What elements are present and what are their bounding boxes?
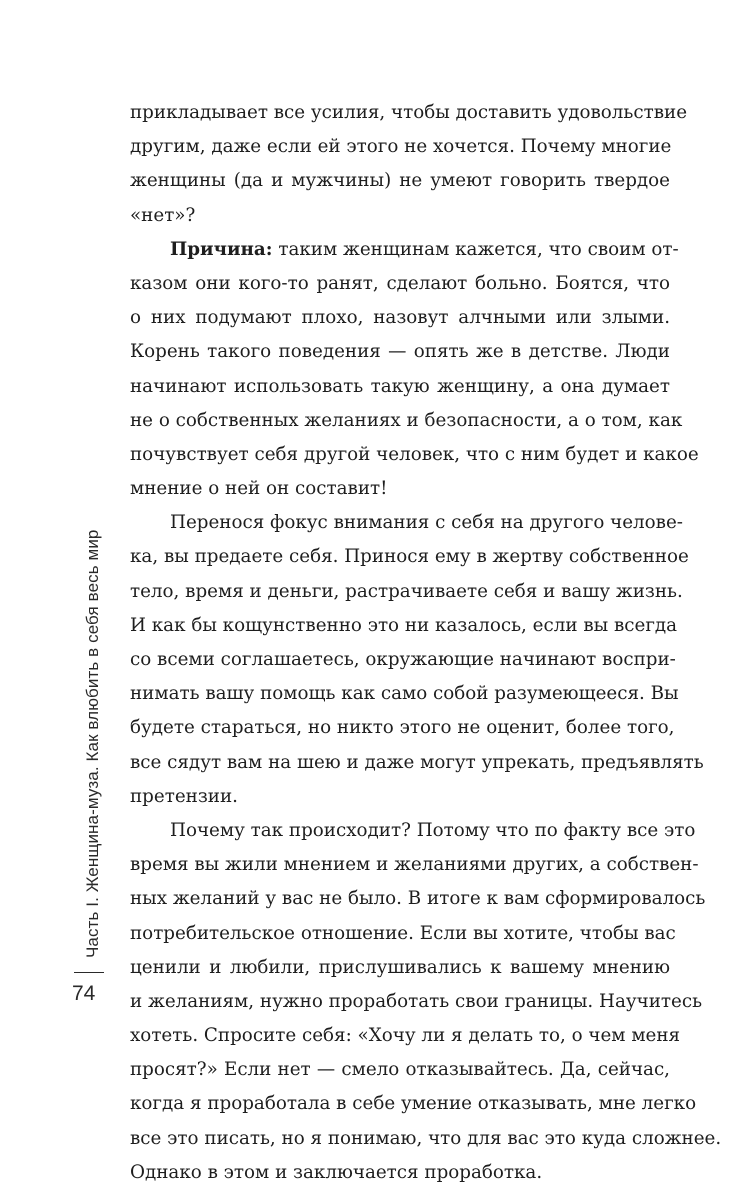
page-number: 74 (72, 982, 96, 1005)
text-line: все это писать, но я понимаю, что для вас это куда сложнее. (130, 1127, 722, 1149)
text-line: когда я проработала в себе умение отказывать, мне легко (130, 1093, 697, 1115)
text-line: потребительское отношение. Если вы хотите, чтобы вас (130, 922, 676, 944)
text-line: со всеми соглашаетесь, окружающие начинают воспри- (130, 649, 676, 670)
text-line: другим, даже если ей этого не хочется. Почему многие (130, 136, 672, 158)
paragraph-3 (130, 506, 704, 814)
text-line: прикладывает все усилия, чтобы доставить удовольствие (130, 102, 688, 123)
text-line: время вы жили мнением и желаниями других, а собствен- (130, 854, 699, 876)
text-line: претензии. (130, 785, 238, 807)
text-line: Перенося фокус внимания с себя на другого челове- (170, 512, 683, 534)
text-line: все сядут вам на шею и даже могут упрекать, предъявлять (130, 751, 704, 773)
text-line: «нет»? (130, 204, 196, 226)
text-line: нимать вашу помощь как само собой разумеющееся. Вы (130, 683, 679, 705)
running-head: Часть I. Женщина-муза. Как влюбить в себя весь мир (83, 529, 102, 958)
text-line: ценили и любили, прислушивались к вашему мнению (130, 956, 670, 978)
text-line: И как бы кощунственно это ни казалось, если вы всегда (130, 614, 678, 636)
text-line: хотеть. Спросите себя: «Хочу ли я делать то, о чем меня (130, 1025, 681, 1047)
text-line: о них подумают плохо, назовут алчными или злыми. (130, 307, 670, 329)
text-line: мнение о ней он составит! (130, 478, 388, 500)
text-line: не о собственных желаниях и безопасности, а о том, как (130, 409, 683, 431)
text-line: начинают использовать такую женщину, а она думает (130, 375, 670, 397)
text-line: Почему так происходит? Потому что по факту все это (170, 819, 696, 841)
folio-divider (74, 972, 104, 973)
bold-lead-word: Причина: (170, 238, 273, 260)
text-line: просят?» Если нет — смело отказывайтесь. Да, сейчас, (130, 1059, 670, 1081)
text-line: почувствует себя другой человек, что с ним будет и какое (130, 443, 699, 465)
paragraph-4 (130, 814, 722, 1190)
text-line: будете стараться, но никто этого не оценит, более того, (130, 717, 675, 739)
text-line: Корень такого поведения — опять же в детстве. Люди (130, 341, 670, 363)
text-line: ных желаний у вас не было. В итоге к вам сформировалось (130, 888, 706, 910)
body-text (130, 96, 722, 1190)
text-line: казом они кого-то ранят, сделают больно. Боятся, что (130, 272, 670, 294)
text-line: и желаниям, нужно проработать свои границы. Научитесь (130, 990, 703, 1012)
text-line-rest: таким женщинам кажется, что своим от- (272, 238, 679, 260)
paragraph-2 (130, 233, 699, 507)
text-line: ка, вы предаете себя. Принося ему в жертву собственное (130, 546, 689, 568)
paragraph-1 (130, 96, 688, 233)
text-line: Однако в этом и заключается проработка. (130, 1161, 543, 1183)
text-line: женщины (да и мужчины) не умеют говорить твердое (130, 170, 670, 192)
text-line (130, 233, 679, 267)
text-line: тело, время и деньги, растрачиваете себя и вашу жизнь. (130, 580, 683, 602)
